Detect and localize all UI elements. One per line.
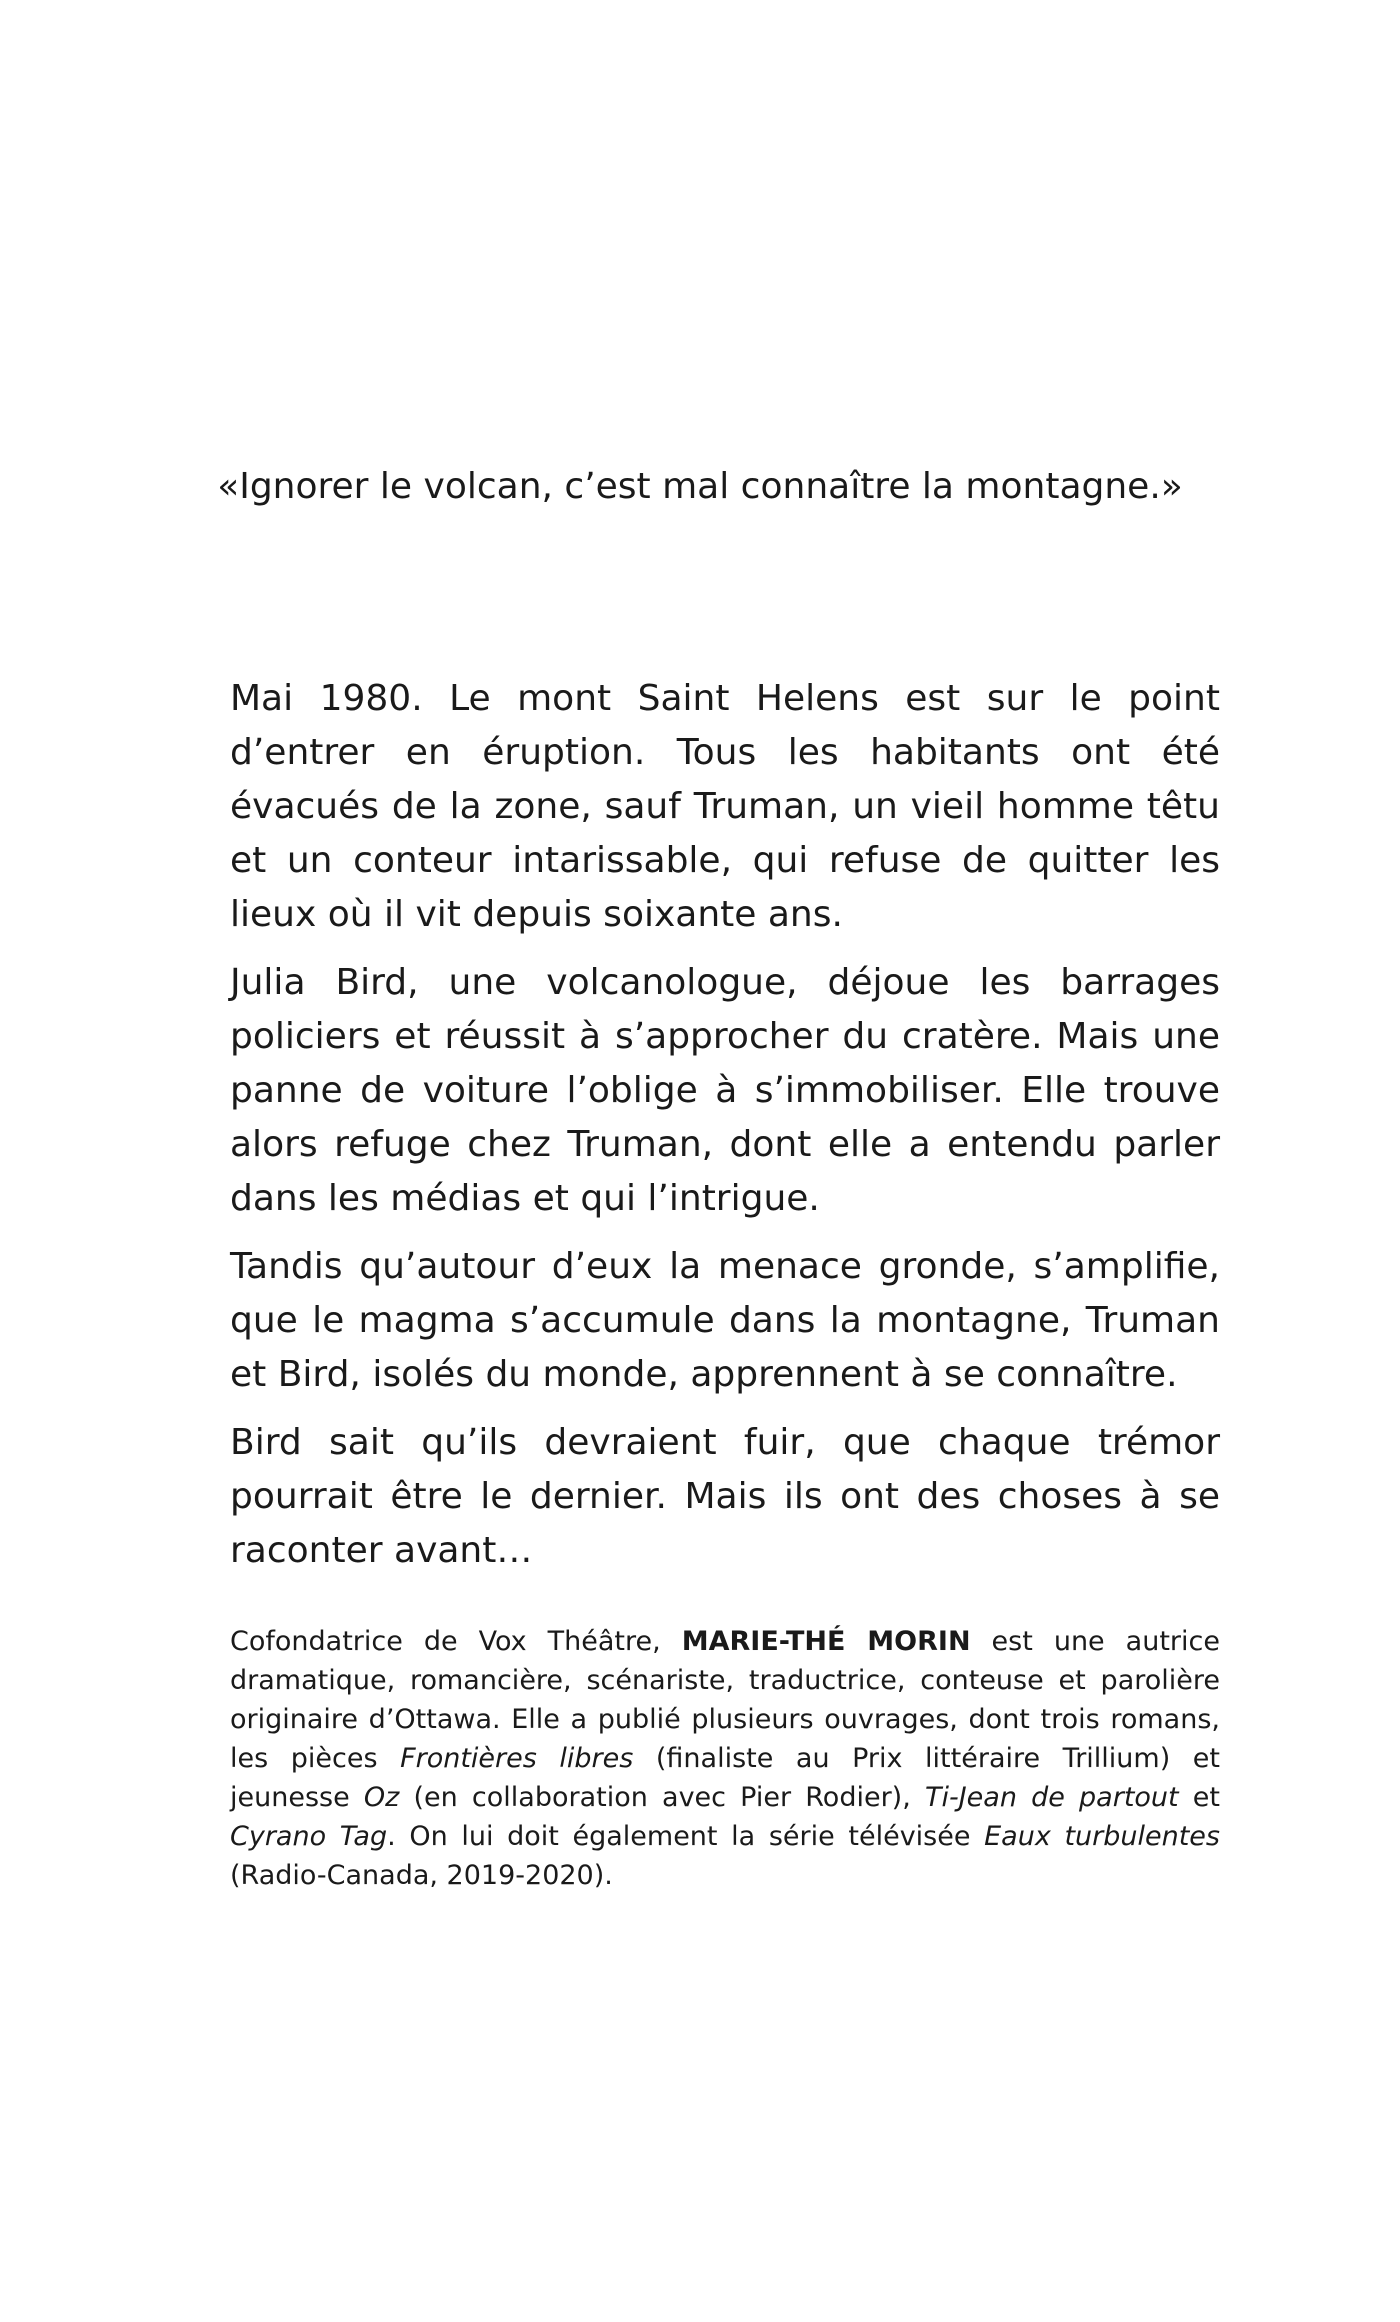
work-title: Eaux turbulentes bbox=[984, 1821, 1220, 1852]
work-title: Ti-Jean de partout bbox=[924, 1782, 1179, 1813]
bio-text: (Radio-Canada, 2019-2020). bbox=[230, 1860, 613, 1891]
summary-paragraph: Tandis qu’autour d’eux la menace gronde, s’amplifie, que le magma s’accumule dans la montagne, Truman et Bird, isolés du monde, apprennent à se connaître. bbox=[230, 1246, 1220, 1395]
summary-paragraph: Julia Bird, une volcanologue, déjoue les barrages policiers et réussit à s’approcher du cratère. Mais une panne de voiture l’oblige à s’immobiliser. Elle trouve alors refuge chez Truman, dont elle a entendu parler dans les médias et qui l’intrigue. bbox=[230, 962, 1220, 1219]
book-summary bbox=[230, 672, 1220, 1592]
bio-intro: Cofondatrice de Vox Théâtre, bbox=[230, 1626, 682, 1657]
summary-paragraph: Bird sait qu’ils devraient fuir, que chaque trémor pourrait être le dernier. Mais ils ont des choses à se raconter avant… bbox=[230, 1422, 1220, 1571]
bio-text: est une autrice dramatique, romancière, scénariste, traductrice, conteuse et parolière originaire d’Ottawa. Elle a publié plusieurs ouvrages, dont trois romans, les pièces bbox=[230, 1626, 1220, 1774]
author-name: MARIE-THÉ MORIN bbox=[681, 1626, 971, 1657]
summary-paragraph: Mai 1980. Le mont Saint Helens est sur le point d’entrer en éruption. Tous les habitants ont été évacués de la zone, sauf Truman, un vieil homme têtu et un conteur intarissable, qui refuse de quitter les lieux où il vit depuis soixante ans. bbox=[230, 678, 1220, 935]
work-title: Cyrano Tag bbox=[230, 1821, 388, 1852]
author-bio-paragraph bbox=[230, 1622, 1220, 1895]
work-title: Oz bbox=[363, 1782, 400, 1813]
author-bio bbox=[230, 1622, 1220, 1895]
bio-text: et bbox=[1178, 1782, 1220, 1813]
bio-text: (finaliste au Prix littéraire Trillium) et jeunesse bbox=[230, 1743, 1221, 1813]
epigraph-quote: «Ignorer le volcan, c’est mal connaître la montagne.» bbox=[217, 466, 1183, 507]
bio-text: . On lui doit également la série télévisée bbox=[387, 1821, 985, 1852]
bio-text: (en collaboration avec Pier Rodier), bbox=[399, 1782, 925, 1813]
work-title: Frontières libres bbox=[400, 1743, 634, 1774]
